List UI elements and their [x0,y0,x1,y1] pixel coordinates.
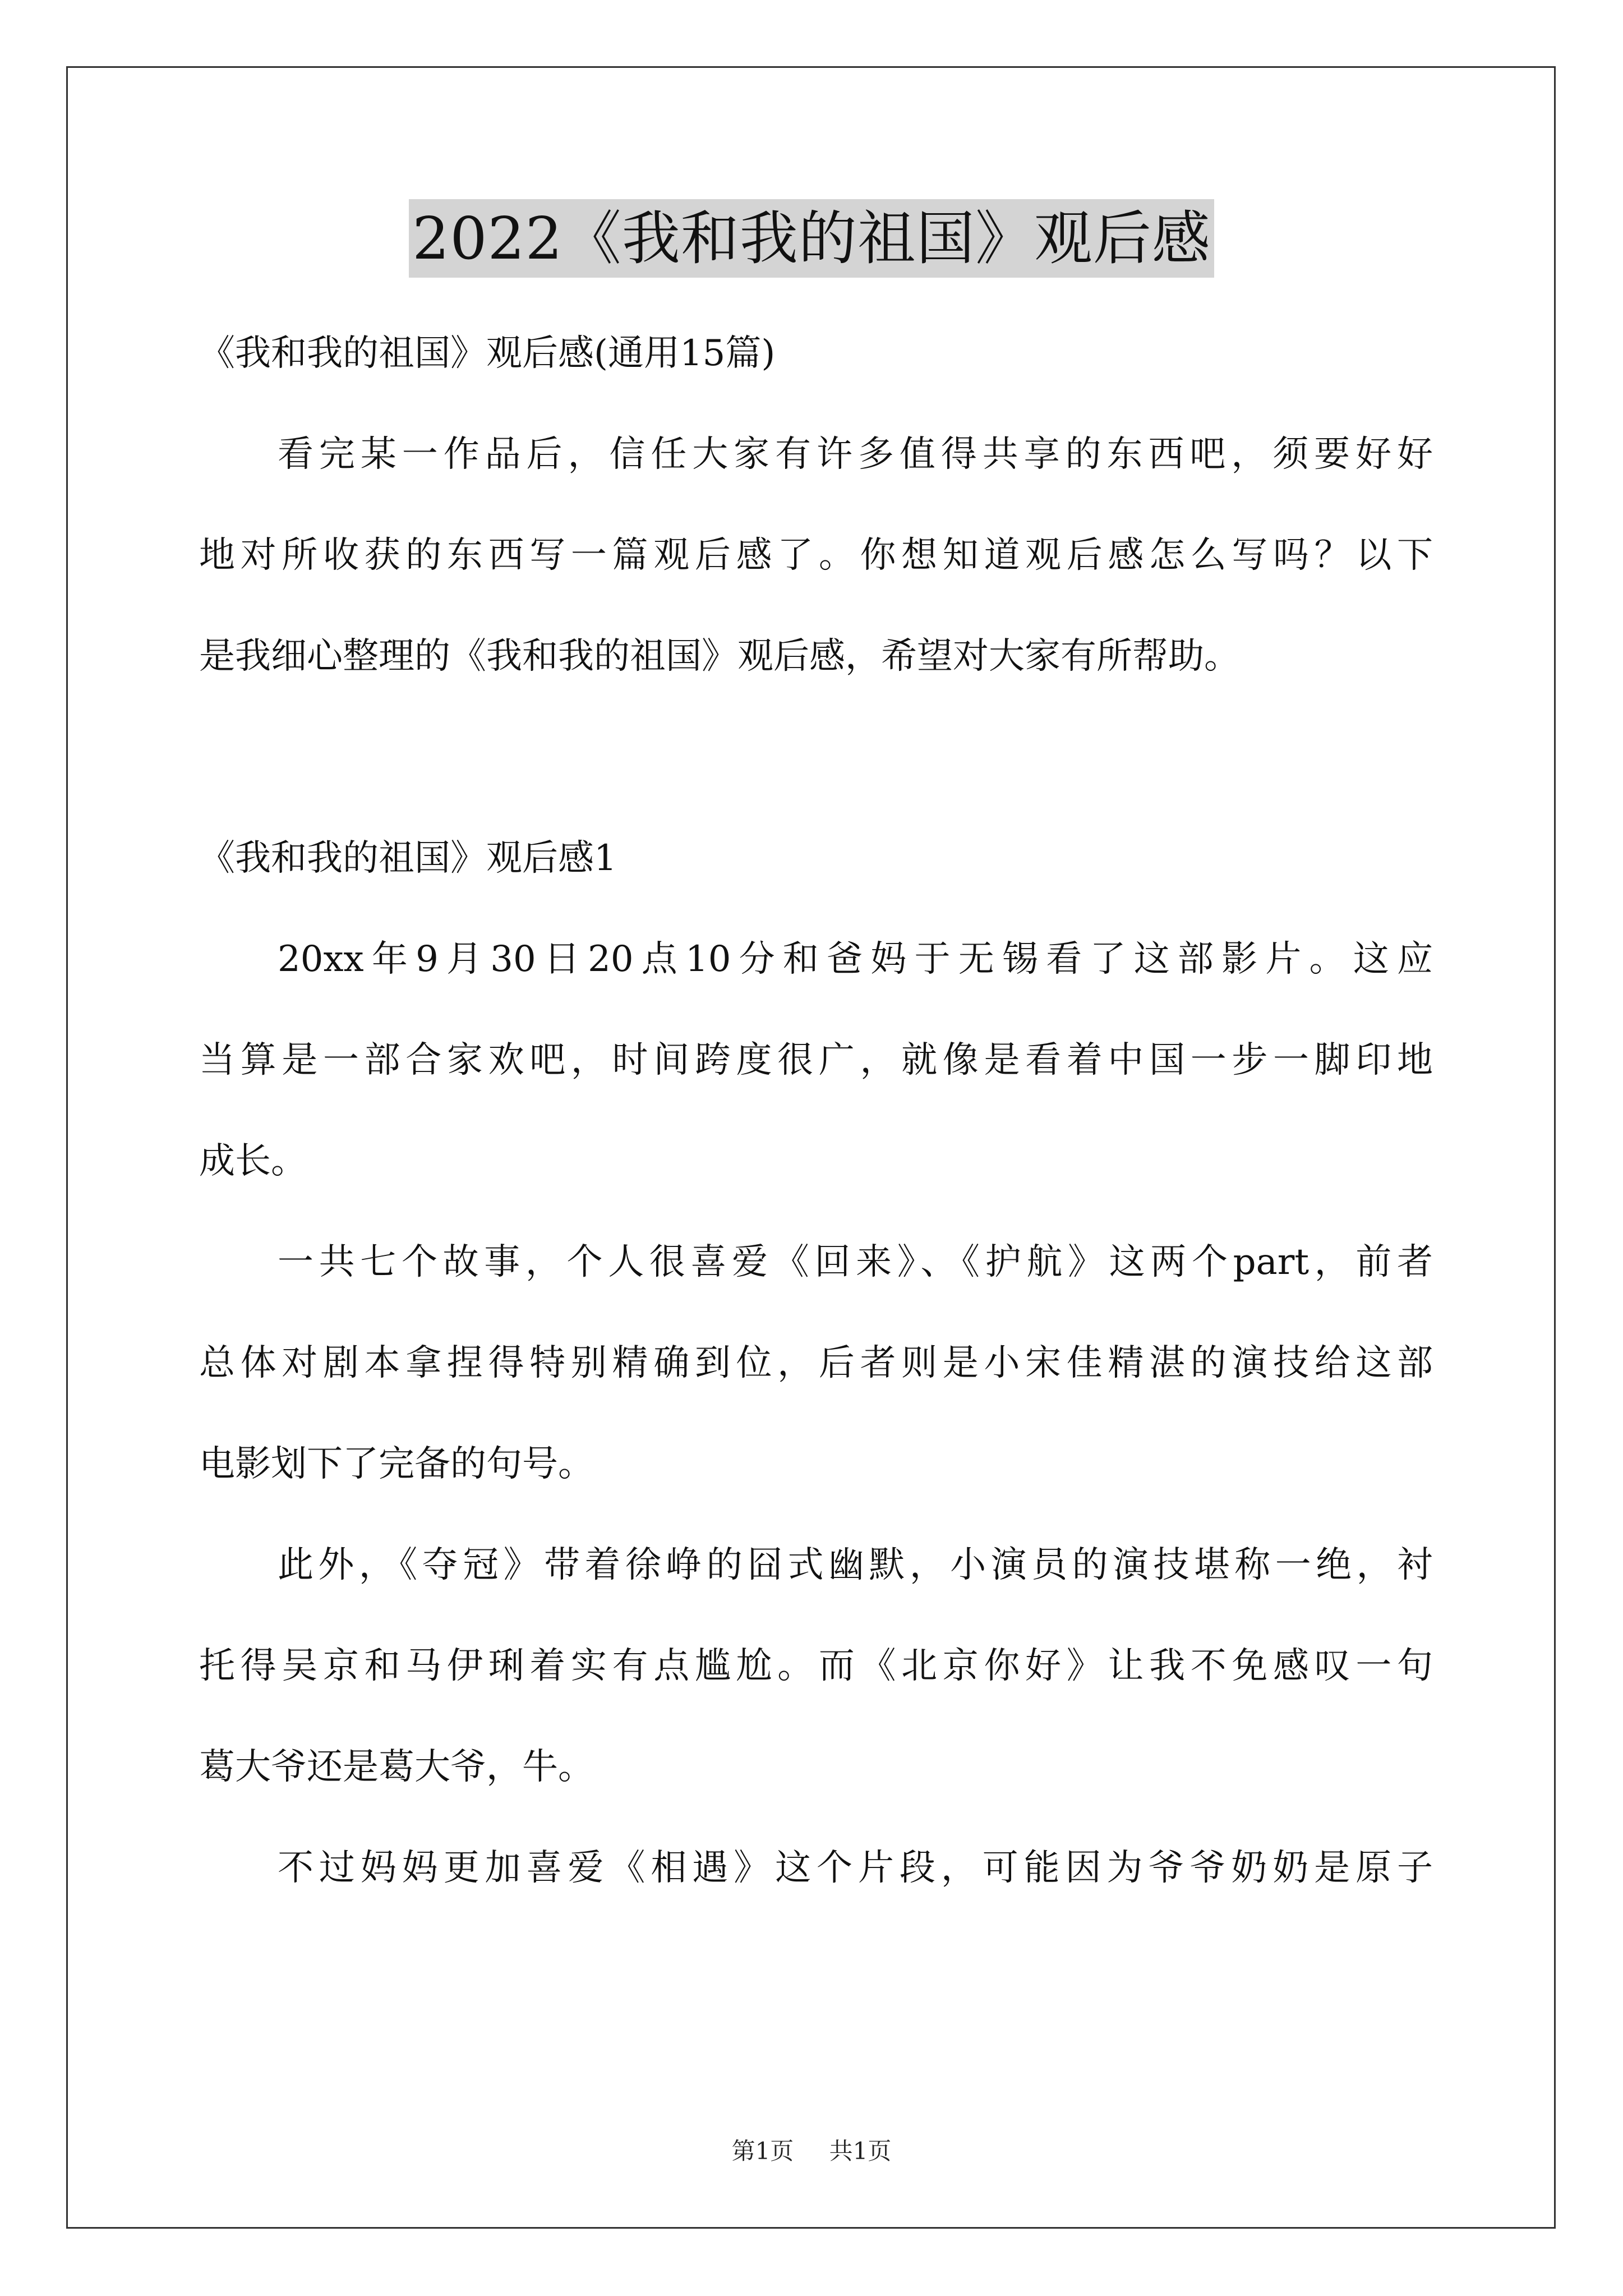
para2-line-1: 一共七个故事，个人很喜爱《回来》、《护航》这两个part，前者 [278,1241,1433,1283]
intro-line-1: 看完某一作品后，信任大家有许多值得共享的东西吧，须要好好 [278,434,1433,475]
para2-line-2: 总体对剧本拿捏得特别精确到位，后者则是小宋佳精湛的演技给这部 [199,1342,1433,1384]
intro-line-2: 地对所收获的东西写一篇观后感了。你想知道观后感怎么写吗？以下 [199,535,1433,576]
para3-line-2: 托得吴京和马伊琍着实有点尴尬。而《北京你好》让我不免感叹一句 [199,1645,1433,1687]
para2-line-3: 电影划下了完备的句号。 [199,1443,594,1485]
para3-line-1: 此外，《夺冠》带着徐峥的囧式幽默，小演员的演技堪称一绝，衬 [278,1544,1433,1586]
para3-line-3: 葛大爷还是葛大爷，牛。 [199,1746,594,1788]
page-total: 共1页 [829,2137,892,2165]
page-footer [0,2134,1623,2168]
para1-line-1: 20xx年9月30日20点10分和爸妈于无锡看了这部影片。这应 [278,938,1433,980]
document-title: 2022《我和我的祖国》观后感 [409,199,1214,278]
para1-line-2: 当算是一部合家欢吧，时间跨度很广，就像是看着中国一步一脚印地 [199,1039,1433,1081]
title-container [0,199,1623,278]
section-heading: 《我和我的祖国》观后感1 [199,838,617,879]
section-gap [199,707,1433,808]
page-number: 第1页 [731,2137,794,2165]
document-body [199,303,1433,1918]
para1-line-3: 成长。 [199,1140,307,1182]
subtitle: 《我和我的祖国》观后感(通用15篇) [199,333,776,374]
para4-line-1: 不过妈妈更加喜爱《相遇》这个片段，可能因为爷爷奶奶是原子 [278,1847,1433,1889]
intro-line-3: 是我细心整理的《我和我的祖国》观后感，希望对大家有所帮助。 [199,636,1240,677]
